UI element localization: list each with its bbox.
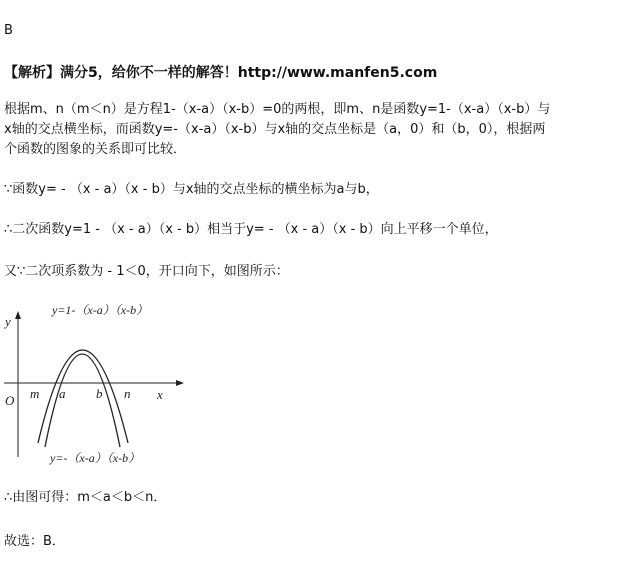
point-n-label: n — [124, 386, 131, 401]
y-axis-arrow — [15, 311, 21, 319]
para3: ∴二次函数y=1 - （x - a）（x - b）相当于y= - （x - a）（x - b）向上平移一个单位， — [4, 222, 498, 237]
upper-parabola — [38, 350, 128, 443]
answer-letter: B — [4, 23, 13, 38]
point-b-label: b — [96, 386, 103, 401]
final-answer: 故选：B． — [4, 534, 65, 549]
parabola-graph — [0, 295, 200, 470]
origin-label: O — [5, 393, 15, 408]
para2: ∵函数y= - （x - a）（x - b）与x轴的交点坐标的横坐标为a与b， — [4, 182, 379, 197]
x-axis-arrow — [176, 380, 184, 386]
upper-curve-label: y=1-（x-a）（x-b） — [52, 303, 149, 317]
point-m-label: m — [30, 386, 40, 401]
para4: 又∵二次项系数为 - 1＜0，开口向下，如图所示： — [4, 264, 289, 279]
conclusion: ∴由图可得：m＜a＜b＜n． — [4, 490, 167, 505]
analysis-heading: 【解析】满分5，给你不一样的解答！http://www.manfen5.com — [4, 65, 438, 81]
para1-line2: x轴的交点横坐标，而函数y=-（x-a）（x-b）与x轴的交点坐标是（a，0）和（b，0），根据两 — [4, 122, 546, 137]
lower-parabola — [45, 354, 120, 447]
point-a-label: a — [59, 386, 66, 401]
para1-line3: 个函数的图象的关系即可比较． — [4, 142, 187, 157]
y-axis-label: y — [5, 314, 11, 329]
para1-line1: 根据m、n（m＜n）是方程1-（x-a）（x-b）=0的两根，即m、n是函数y=1-（x-a）（x-b）与 — [4, 102, 551, 117]
lower-curve-label: y=-（x-a）（x-b） — [50, 451, 141, 465]
x-axis-label: x — [157, 387, 163, 402]
